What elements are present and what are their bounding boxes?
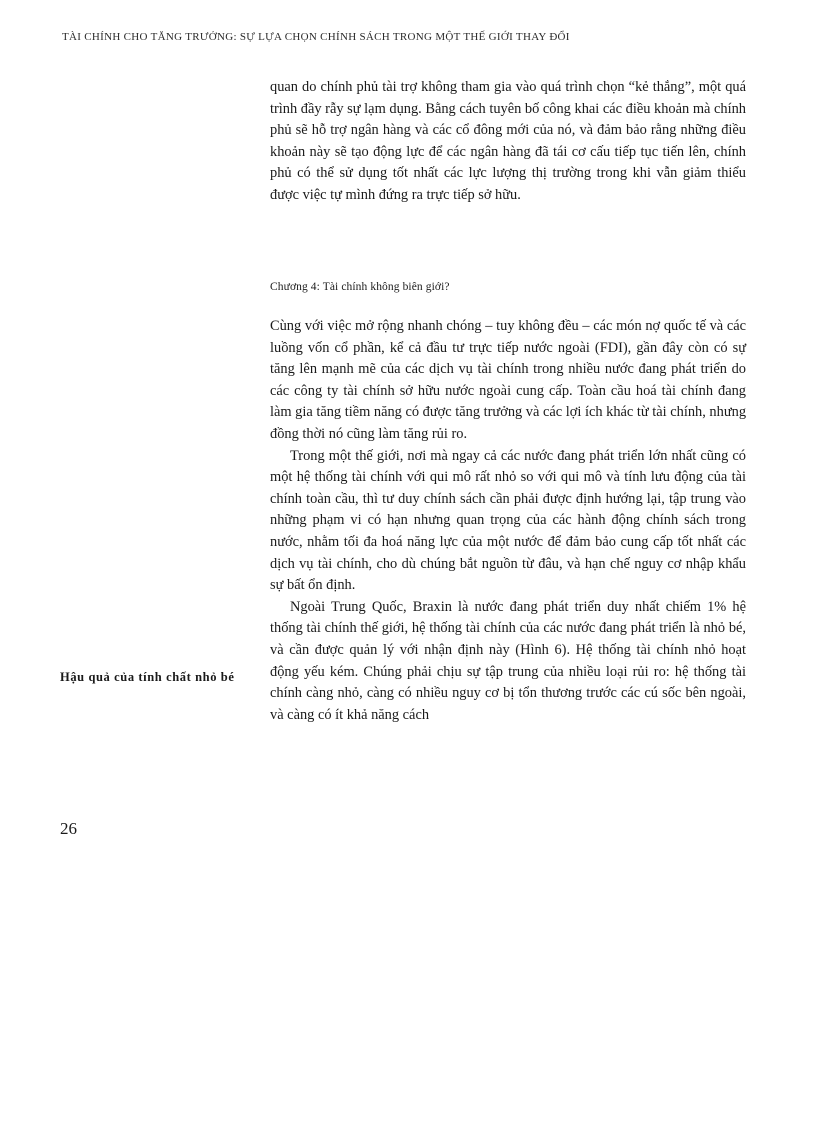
intro-paragraph: quan do chính phủ tài trợ không tham gia vào quá trình chọn “kẻ thắng”, một quá trình đầy rẫy sự lạm dụng. Bằng cách tuyên bố công khai các điều khoản mà chính phủ sẽ hỗ trợ ngân hàng và các cổ đông mới của nó, và đảm bảo rằng những điều khoản này sẽ tạo động lực để các ngân hàng đã tái cơ cấu tiếp tục tiến lên, chính phủ có thể sử dụng tốt nhất các lực lượng thị trường trong khi vẫn giảm thiểu được việc tự mình đứng ra trực tiếp sở hữu.	[270, 79, 746, 203]
body-paragraph: Trong một thế giới, nơi mà ngay cả các nước đang phát triển lớn nhất cũng có một hệ thống tài chính với qui mô rất nhỏ so với qui mô và tính lưu động của tài chính toàn cầu, thì tư duy chính sách cần phải được định hướng lại, tập trung vào những phạm vi có hạn nhưng quan trọng của các hành động chính sách trong nước, nhằm tối đa hoá năng lực của một nước để đảm bảo cung cấp tốt nhất các dịch vụ tài chính, cho dù chúng bắt nguồn từ đâu, và hạn chế nguy cơ nhập khẩu sự bất ổn định.	[270, 447, 746, 594]
margin-note: Hậu quả của tính chất nhỏ bé	[60, 670, 235, 684]
section-body	[270, 316, 746, 726]
body-paragraph: Cùng với việc mở rộng nhanh chóng – tuy không đều – các món nợ quốc tế và các luồng vốn cổ phần, kể cả đầu tư trực tiếp nước ngoài (FDI), gần đây còn có sự tăng lên mạnh mẽ của các dịch vụ tài chính trong nhiều nước đang phát triển do các công ty tài chính sở hữu nước ngoài cung cấp. Toàn cầu hoá tài chính đang làm gia tăng tiềm năng có được tăng trưởng và các lợi ích khác từ tài chính, nhưng đồng thời nó cũng làm tăng rủi ro.	[270, 318, 747, 442]
section-heading: Chương 4: Tài chính không biên giới?	[270, 281, 450, 293]
running-header: TÀI CHÍNH CHO TĂNG TRƯỞNG: SỰ LỰA CHỌN CHÍNH SÁCH TRONG MỘT THẾ GIỚI THAY ĐỔI	[62, 31, 570, 43]
body-paragraph: Ngoài Trung Quốc, Braxin là nước đang phát triển duy nhất chiếm 1% hệ thống tài chính thế giới, hệ thống tài chính của các nước đang phát triển là nhỏ bé, và cần được quản lý với nhận định này (Hình 6). Hệ thống tài chính nhỏ hoạt động yếu kém. Chúng phải chịu sự tập trung của nhiều loại rủi ro: hệ thống tài chính càng nhỏ, càng có nhiều nguy cơ bị tổn thương trước các cú sốc bên ngoài, và càng có ít khả năng cách	[270, 598, 746, 723]
page-number: 26	[60, 819, 77, 838]
